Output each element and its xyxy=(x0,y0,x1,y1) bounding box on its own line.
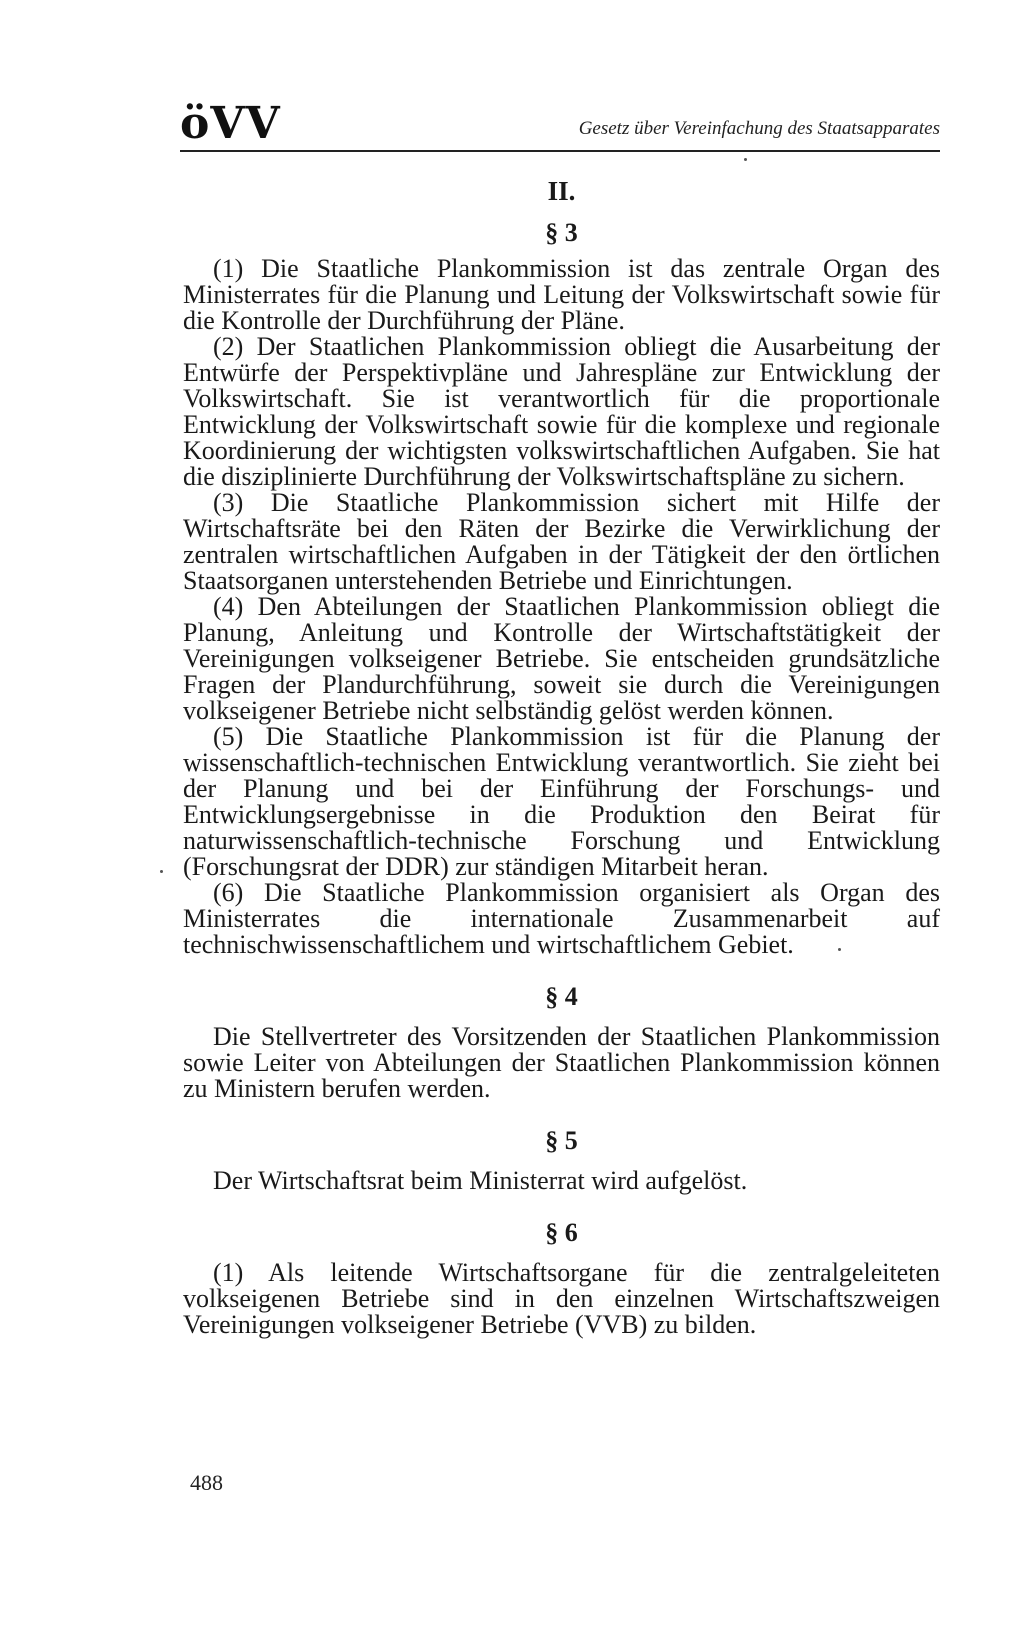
print-speck xyxy=(160,870,163,873)
paragraph: Der Wirtschaftsrat beim Ministerrat wird aufgelöst. xyxy=(213,1166,748,1195)
running-title: Gesetz über Vereinfachung des Staatsapparates xyxy=(578,118,940,139)
page-body xyxy=(183,176,940,1338)
print-speck xyxy=(744,158,747,161)
paragraph: (1) Als leitende Wirtschaftsorgane für die zentralgeleiteten volkseigenen Betriebe sind in den einzelnen Wirtschaftszweigen Vereinigungen volkseigener Betriebe (VVB) zu bilden. xyxy=(183,1258,940,1339)
paragraph: (3) Die Staatliche Plankommission sichert mit Hilfe der Wirtschaftsräte bei den Räten der Bezirke die Verwirklichung der zentralen wirtschaftlichen Aufgaben in der Tätigkeit der den örtlichen Staatsorganen unterstehenden Betriebe und Einrichtungen. xyxy=(183,488,940,595)
section-heading: § 4 xyxy=(545,982,578,1011)
page-header xyxy=(180,100,940,152)
print-speck xyxy=(838,948,841,951)
section-heading: § 6 xyxy=(545,1218,578,1247)
paragraph: (6) Die Staatliche Plankommission organisiert als Organ des Ministerrates die internationale Zusammenarbeit auf technischwissenschaftlichem und wirtschaftlichem Gebiet. xyxy=(183,878,940,959)
section-heading: § 5 xyxy=(545,1126,578,1155)
paragraph: Die Stellvertreter des Vorsitzenden der Staatlichen Plankommission sowie Leiter von Abteilungen der Staatlichen Plankommission können zu Ministern berufen werden. xyxy=(183,1022,940,1103)
section-heading: § 3 xyxy=(545,218,578,247)
paragraph: (1) Die Staatliche Plankommission ist das zentrale Organ des Ministerrates für die Planung und Leitung der Volkswirtschaft sowie für die Kontrolle der Durchführung der Pläne. xyxy=(183,254,940,335)
paragraph: (5) Die Staatliche Plankommission ist für die Planung der wissenschaftlich-technischen Entwicklung verantwortlich. Sie zieht bei der Planung und bei der Einführung der Forschungs- und Entwicklungsergebnisse in die Produktion den Beirat für naturwissenschaftlich-technische Forschung und Entwicklung (Forschungsrat der DDR) zur ständigen Mitarbeit heran. xyxy=(183,722,940,881)
paragraph: (2) Der Staatlichen Plankommission obliegt die Ausarbeitung der Entwürfe der Perspektivpläne und Jahrespläne zur Entwicklung der Volkswirtschaft. Sie ist verantwortlich für die proportionale Entwicklung der Volkswirtschaft sowie für die komplexe und regionale Koordinierung der wichtigsten volkswirtschaftlichen Aufgaben. Sie hat die disziplinierte Durchführung der Volkswirtschaftspläne zu sichern. xyxy=(183,332,940,491)
page-number: 488 xyxy=(190,1470,223,1495)
chapter-heading: II. xyxy=(547,176,576,206)
publisher-logo: öVV xyxy=(180,98,281,149)
paragraph: (4) Den Abteilungen der Staatlichen Plankommission obliegt die Planung, Anleitung und Kontrolle der Wirtschaftstätigkeit der Vereinigungen volkseigener Betriebe. Sie entscheiden grundsätzliche Fragen der Plandurchführung, soweit sie durch die Vereinigungen volkseigener Betriebe nicht selbständig gelöst werden können. xyxy=(183,592,940,725)
